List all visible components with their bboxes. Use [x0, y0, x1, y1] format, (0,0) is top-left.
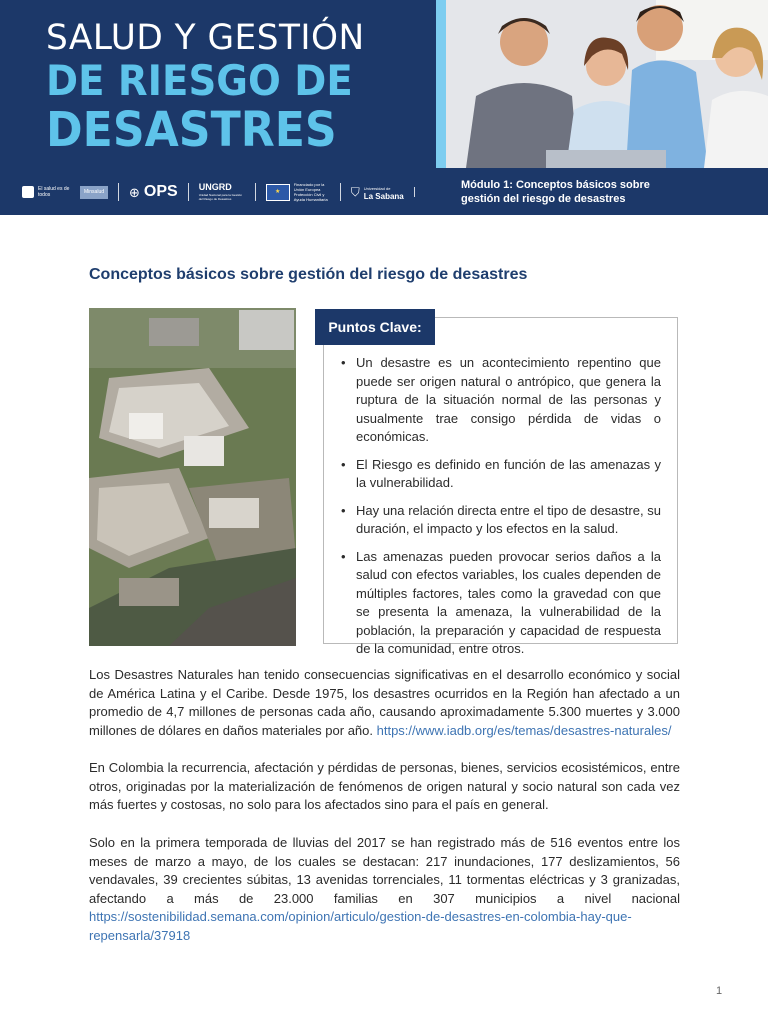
logo-sabana-text: La Sabana — [363, 191, 404, 201]
module-label — [461, 178, 691, 206]
iadb-link[interactable]: https://www.iadb.org/es/temas/desastres-naturales/ — [376, 722, 672, 738]
team-photo — [446, 0, 768, 168]
logo-sabana — [351, 185, 404, 200]
paragraph-1 — [89, 666, 680, 740]
paragraph-3-text: Solo en la primera temporada de lluvias del 2017 se han registrado más de 516 eventos entre los meses de marzo a mayo, de los cuales se destacan: 217 inundaciones, 177 deslizamientos, 56 vendavales, 39 crecientes súbitas, 13 avenidas torrenciales, 11 tormentas eléctricas y 3 granizadas, afectando a más de 23.000 familias en 307 municipios a nivel nacional — [89, 835, 680, 906]
logo-divider — [188, 183, 189, 201]
logo-divider — [118, 183, 119, 201]
partner-logos — [22, 182, 415, 202]
list-item: • Hay una relación directa entre el tipo de desastre, su duración, el impacto y los efectos en la salud. — [341, 502, 661, 539]
ops-emblem-icon: ⊕ — [129, 184, 140, 200]
disaster-photo — [89, 308, 296, 646]
title-line-3: DESASTRES — [46, 102, 337, 158]
logo-ungrd-sub: Unidad Nacional para la Gestión del Riesgo de Desastres — [198, 193, 242, 201]
title-block — [46, 18, 379, 156]
paragraph-3 — [89, 834, 680, 945]
list-item: • Un desastre es un acontecimiento repentino que puede ser origen natural o antrópico, que genera la ruptura de la situación normal de las personas y usualmente trae consigo pérdida de vidas o económicas. — [341, 354, 661, 447]
module-number: Módulo 1: — [461, 179, 513, 191]
colombia-crest-icon — [22, 186, 34, 198]
list-item: • El Riesgo es definido en función de las amenazas y la vulnerabilidad. — [341, 456, 661, 493]
module-title: Conceptos básicos sobre gestión del riesgo de desastres — [461, 179, 650, 205]
logo-divider — [414, 187, 415, 197]
paragraph-2: En Colombia la recurrencia, afectación y pérdidas de personas, bienes, servicios ecosistémicos, entre otros, originadas por la materialización de fenómenos de origen natural y socio natural son cada vez más fuertes y costosas, no solo para los afectados sino para el país en general. — [89, 760, 680, 812]
logo-ungrd — [199, 183, 245, 201]
disaster-photo-illustration — [89, 308, 296, 646]
logo-minsalud — [22, 186, 108, 199]
logo-divider — [255, 183, 256, 201]
section-title: Conceptos básicos sobre gestión del riesgo de desastres — [89, 266, 528, 283]
logo-sabana-small: Universidad de — [363, 185, 391, 191]
list-item: • Las amenazas pueden provocar serios daños a la salud con efectos variables, los cuales dependen de múltiples factores, tales como la gravedad con que se presenta la amenaza, la vulnerabilidad de la población, la preparación y capacidad de respuesta de la comunidad, entre otros. — [341, 548, 661, 659]
page-number: 1 — [716, 985, 723, 997]
logo-eu-text: Financiado por la Unión Europea Protección Civil y Ayuda Humanitaria — [293, 182, 328, 202]
paragraph-1-text: Los Desastres Naturales han tenido consecuencias significativas en el desarrollo económico y social de América Latina y el Caribe. Desde 1975, los desastres ocurridos en la Región han afectado a un promedio de 4,7 millones de personas cada año, causando aproximadamente 5.300 muertes y 3.000 millones de dólares en daños materiales por año. — [89, 667, 680, 738]
key-points-list — [341, 354, 661, 668]
title-line-2: DE RIESGO DE — [46, 56, 353, 105]
logo-minsalud-text: Minsalud — [80, 186, 108, 199]
logo-ungrd-text: UNGRD — [198, 182, 232, 192]
key-points-heading: Puntos Clave: — [315, 309, 435, 345]
accent-stripe — [436, 0, 446, 168]
logo-ops-text: OPS — [143, 183, 178, 200]
logo-eu — [266, 182, 330, 202]
logo-ops — [129, 184, 178, 200]
eu-flag-icon: ★ — [266, 184, 290, 201]
logo-salud-text: El salud es de todos — [38, 186, 70, 198]
semana-link[interactable]: https://sostenibilidad.semana.com/opinion/articulo/gestion-de-desastres-en-colombia-hay-que-repensarla/37918 — [89, 909, 632, 943]
team-photo-illustration — [446, 0, 768, 168]
sabana-shield-icon: ⛉ — [350, 184, 360, 199]
title-line-1: SALUD Y GESTIÓN — [46, 18, 365, 58]
logo-divider — [340, 183, 341, 201]
